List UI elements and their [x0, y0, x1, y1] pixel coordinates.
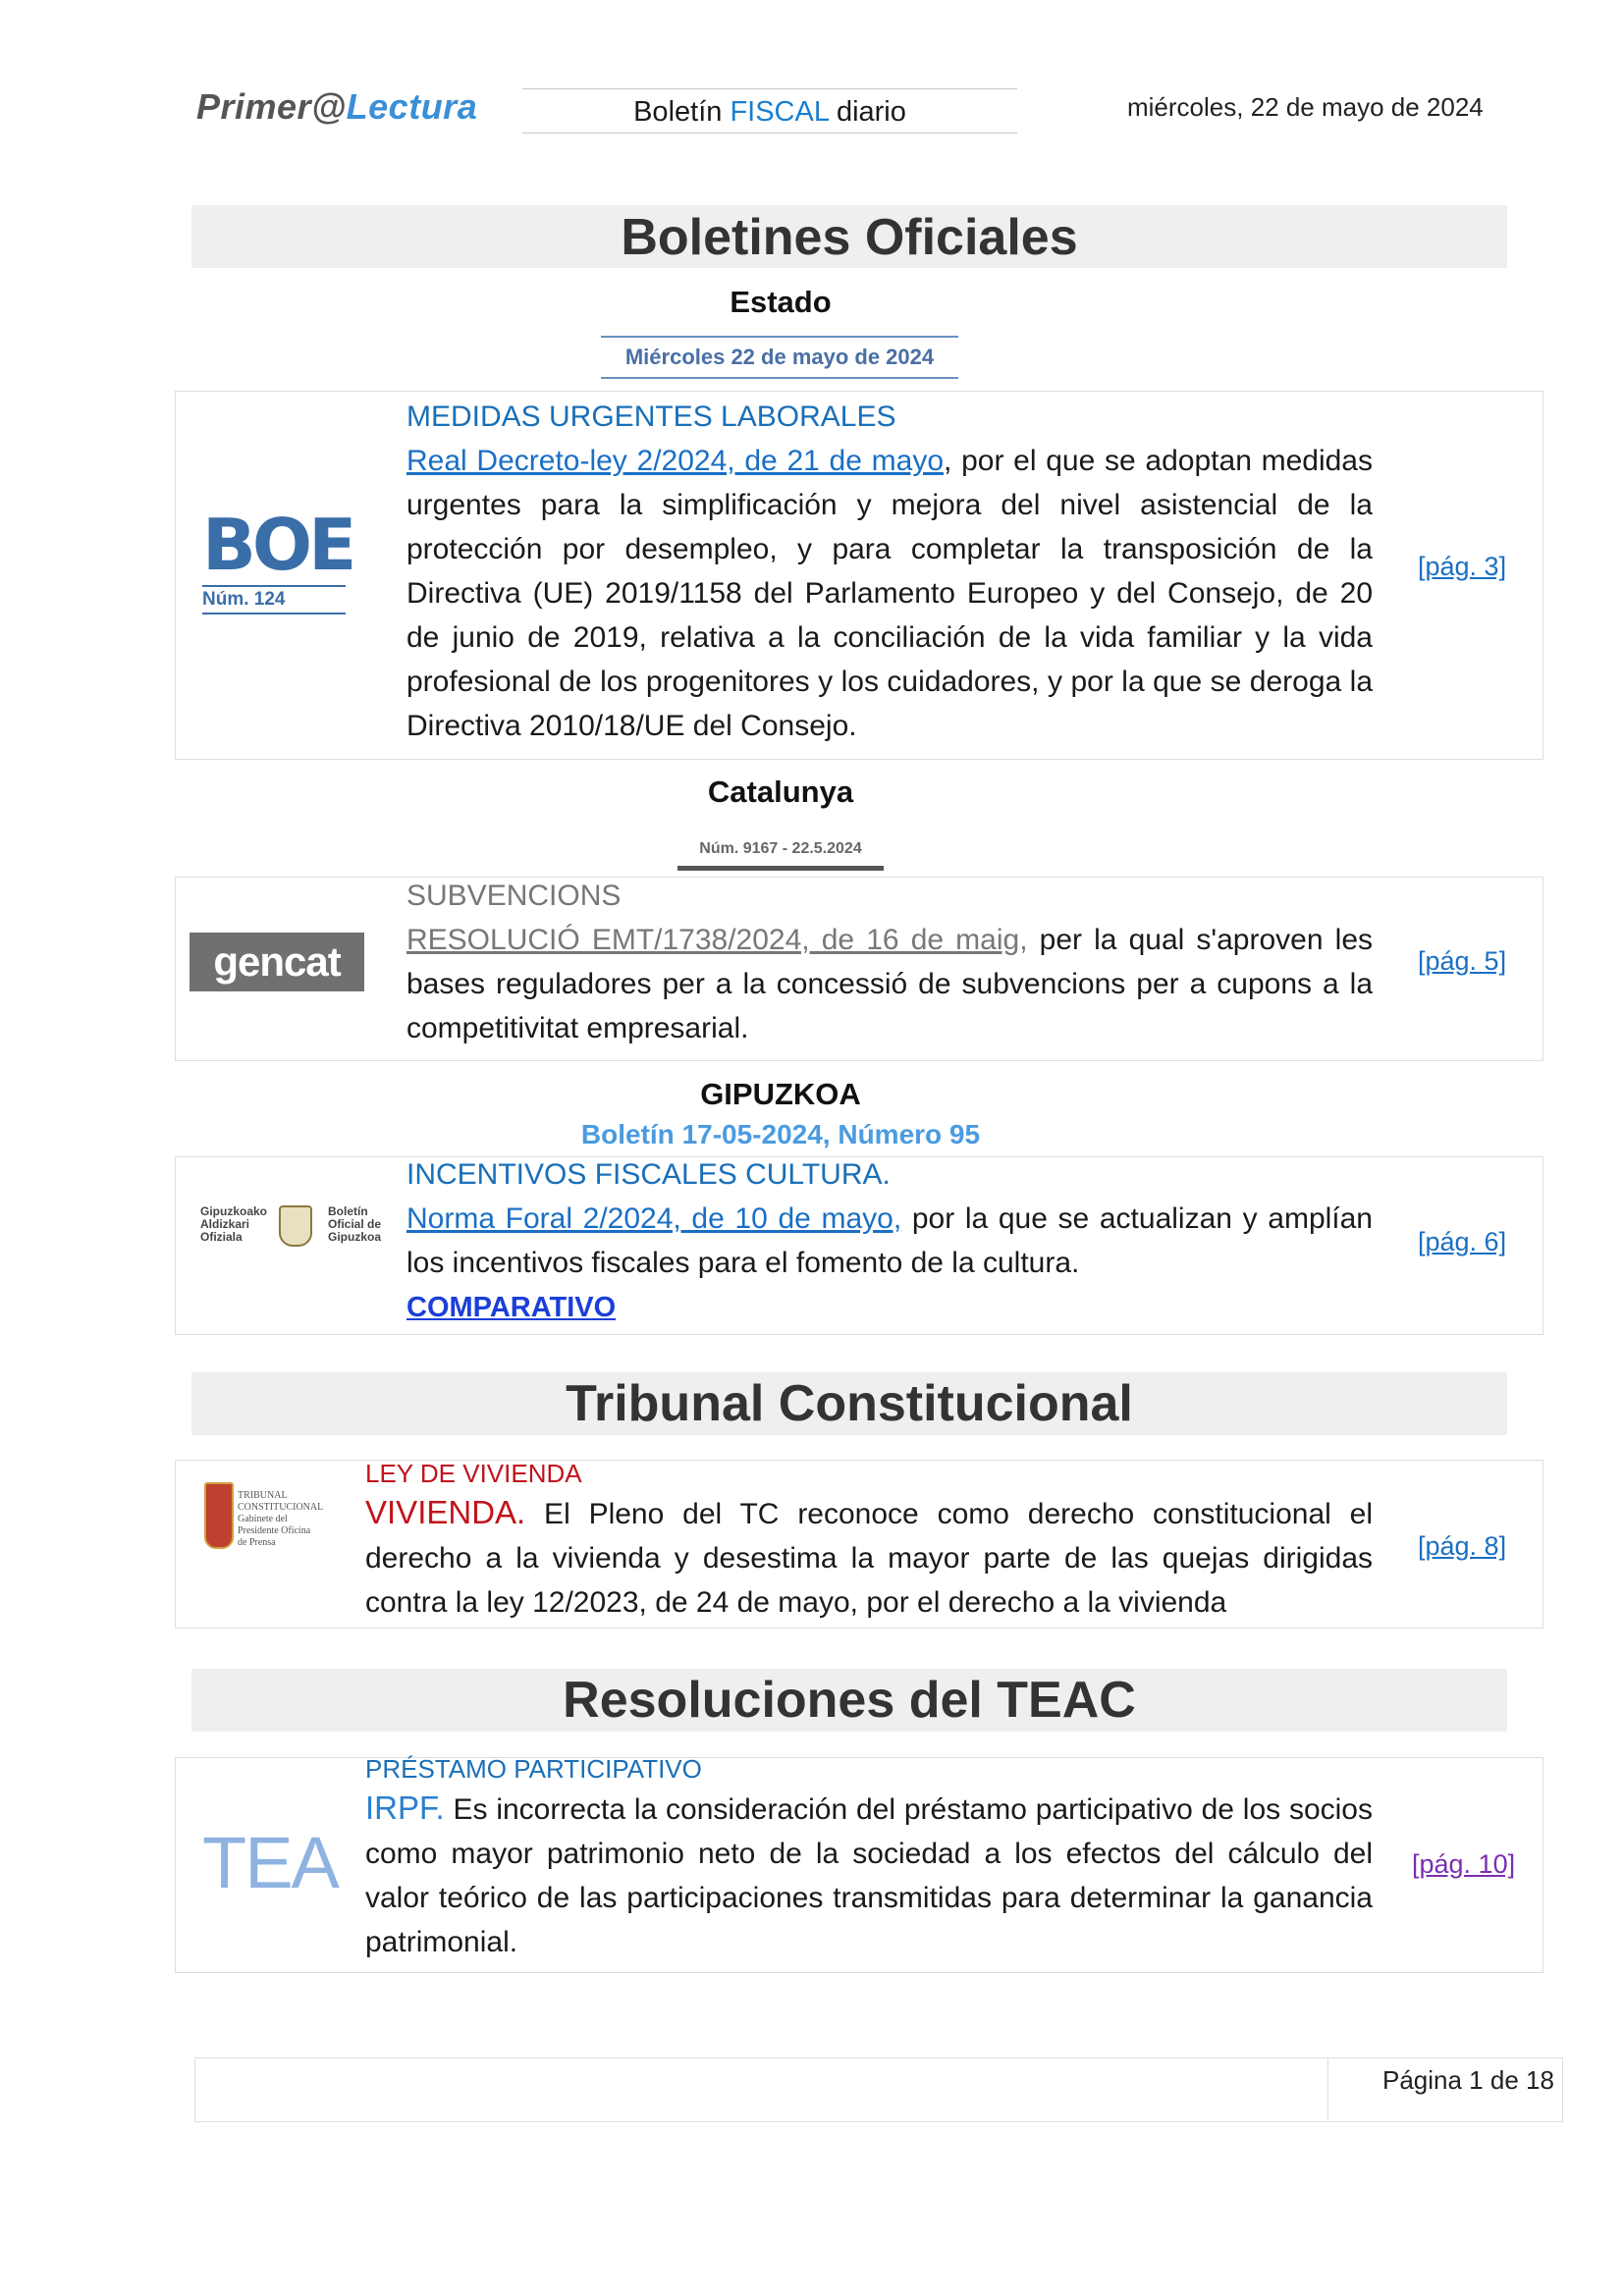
tc-category: LEY DE VIVIENDA — [365, 1459, 582, 1488]
section-resoluciones-teac: Resoluciones del TEAC — [191, 1669, 1507, 1732]
bog-link[interactable]: Norma Foral 2/2024, de 10 de mayo, — [406, 1202, 902, 1235]
gencat-logo: gencat — [189, 933, 364, 991]
bulletin-pre: Boletín — [633, 96, 731, 128]
logo-part1: Primer@ — [196, 86, 347, 127]
header-date: miércoles, 22 de mayo de 2024 — [1127, 92, 1484, 122]
spain-crest-icon — [204, 1482, 234, 1549]
teac-page-link[interactable]: [pág. 10] — [1412, 1849, 1516, 1879]
teac-body: Es incorrecta la consideración del préstamo participativo de los socios como mayor patrimonio neto de la sociedad a los efectos del cálculo del valor teórico de las participaciones transmitidas para determinar la ganancia patrimonial. — [365, 1793, 1373, 1958]
section-tribunal-constitucional: Tribunal Constitucional — [191, 1372, 1507, 1435]
boe-category: MEDIDAS URGENTES LABORALES — [406, 400, 896, 433]
catalunya-heading: Catalunya — [707, 774, 854, 809]
comparativo-link[interactable]: COMPARATIVO — [406, 1292, 617, 1323]
boe-entry-text — [406, 395, 1373, 748]
bog-category: INCENTIVOS FISCALES CULTURA. — [406, 1158, 891, 1191]
page-number: Página 1 de 18 — [1382, 2065, 1554, 2095]
bog-entry-text — [406, 1152, 1373, 1330]
bog-page-link[interactable]: [pág. 6] — [1418, 1227, 1507, 1256]
dogc-page-link[interactable]: [pág. 5] — [1418, 946, 1507, 976]
boe-page-link[interactable]: [pág. 3] — [1418, 552, 1507, 581]
tea-logo: TEA — [202, 1822, 338, 1903]
tc-lead: VIVIENDA. — [365, 1494, 526, 1530]
gipuzkoa-heading: GIPUZKOA — [700, 1077, 861, 1111]
logo-part2: Lectura — [346, 86, 478, 127]
catalunya-num-banner: Núm. 9167 - 22.5.2024 — [677, 832, 884, 871]
boe-body: , por el que se adoptan medidas urgentes para la simplificación y mejora del nivel asistencial de la protección por desempleo, y para completar la transposición de la Directiva (UE) 2019/1158 del Parlamento Europeo y del Consejo, de 20 de junio de 2019, relativa a la conciliación de la vida familiar y la vida profesional de los progenitores y los cuidadores, y por la que se deroga la Directiva 2010/18/UE del Consejo. — [406, 445, 1373, 742]
bulletin-title — [522, 88, 1017, 133]
tc-page-link[interactable]: [pág. 8] — [1418, 1531, 1507, 1561]
tc-entry-text — [365, 1457, 1373, 1625]
section-boletines-oficiales: Boletines Oficiales — [191, 205, 1507, 268]
tc-body: El Pleno del TC reconoce como derecho constitucional el derecho a la vivienda y desestima la mayor parte de las quejas dirigidas contra la ley 12/2023, de 24 de mayo, por el derecho a la vivienda — [365, 1498, 1373, 1619]
primera-lectura-logo — [196, 86, 477, 128]
boe-logo — [202, 504, 353, 614]
bog-logo-right: Boletín Oficial de Gipuzkoa — [328, 1204, 382, 1244]
bog-logo-left: Gipuzkoako Aldizkari Ofiziala — [200, 1204, 268, 1244]
dogc-entry-text — [406, 874, 1373, 1050]
gipuzkoa-crest-icon — [279, 1205, 312, 1247]
dogc-category: SUBVENCIONS — [406, 880, 622, 912]
footer-divider — [1327, 2057, 1328, 2120]
bog-body: por la que se actualizan y amplían los incentivos fiscales para el fomento de la cultura. — [406, 1202, 1373, 1279]
boe-link[interactable]: Real Decreto-ley 2/2024, de 21 de mayo — [406, 445, 945, 477]
teac-lead: IRPF. — [365, 1789, 445, 1826]
boe-number: Núm. 124 — [202, 585, 346, 614]
tc-logo — [204, 1476, 322, 1555]
bog-logo — [200, 1200, 393, 1249]
gipuzkoa-bulletin-banner: Boletín 17-05-2024, Número 95 — [580, 1119, 981, 1149]
teac-entry-text — [365, 1752, 1373, 1964]
tc-logo-text: TRIBUNAL CONSTITUCIONAL Gabinete del Presidente Oficina de Prensa — [238, 1490, 323, 1548]
footer-box — [194, 2057, 1563, 2122]
boe-letters: BOE — [202, 504, 353, 586]
dogc-link[interactable]: RESOLUCIÓ EMT/1738/2024, de 16 de maig, — [406, 924, 1028, 956]
bulletin-post: diario — [828, 96, 906, 128]
estado-date-banner: Miércoles 22 de mayo de 2024 — [601, 336, 958, 379]
estado-heading: Estado — [730, 285, 832, 319]
teac-category: PRÉSTAMO PARTICIPATIVO — [365, 1754, 702, 1784]
dogc-body: per la qual s'aproven les bases reguladores per a la concessió de subvencions per a cupons a la competitivitat empresarial. — [406, 924, 1373, 1044]
bulletin-fiscal: FISCAL — [730, 96, 829, 128]
